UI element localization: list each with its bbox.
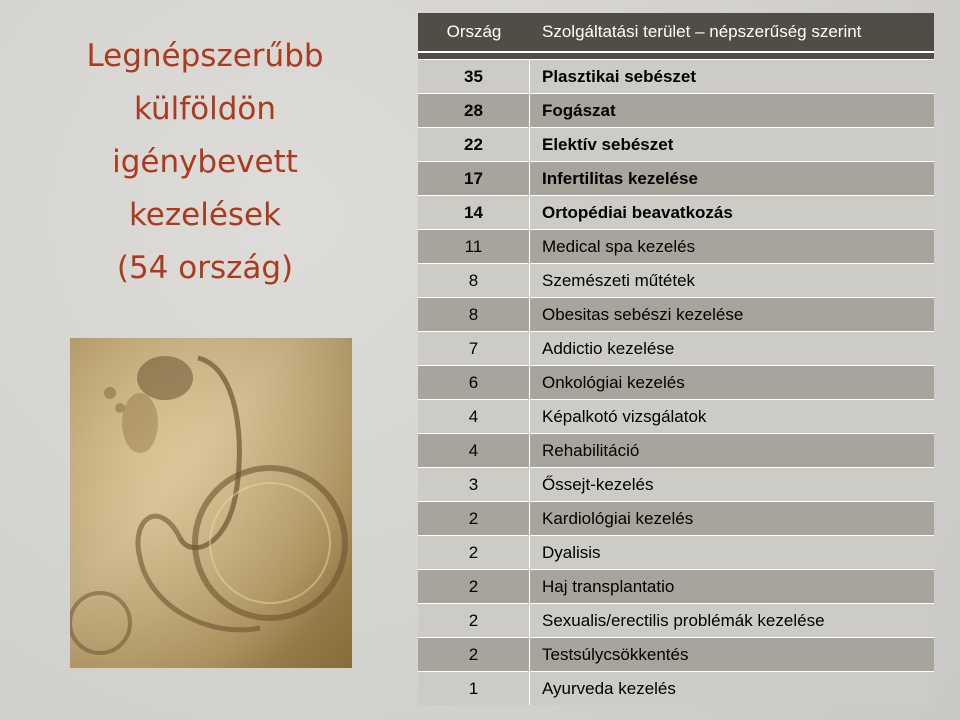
title-line: kezelések [128, 197, 282, 233]
service-name: Plasztikai sebészet [542, 67, 697, 86]
treatments-table [418, 13, 934, 703]
country-count: 2 [418, 604, 530, 637]
table-row [418, 433, 934, 467]
service-name: Kardiológiai kezelés [542, 509, 694, 528]
table-row [418, 93, 934, 127]
country-count: 8 [418, 264, 530, 297]
header-service: Szolgáltatási terület – népszerűség szerint [542, 22, 862, 41]
service-name: Testsúlycsökkentés [542, 645, 689, 664]
service-name: Rehabilitáció [542, 441, 640, 460]
table-row [418, 297, 934, 331]
title-line: Legnépszerűbb [86, 38, 324, 74]
table-row [418, 331, 934, 365]
country-count: 1 [418, 672, 530, 705]
service-name: Elektív sebészet [542, 135, 674, 154]
table-header [418, 13, 934, 53]
country-count: 17 [418, 162, 530, 195]
service-name: Ortopédiai beavatkozás [542, 203, 733, 222]
country-count: 3 [418, 468, 530, 501]
country-count: 14 [418, 196, 530, 229]
table-row [418, 127, 934, 161]
country-count: 2 [418, 570, 530, 603]
table-row [418, 671, 934, 705]
table-row [418, 161, 934, 195]
country-count: 2 [418, 502, 530, 535]
service-name: Fogászat [542, 101, 616, 120]
country-count: 4 [418, 400, 530, 433]
title-line: (54 ország) [116, 250, 294, 286]
table-row [418, 467, 934, 501]
table-row [418, 637, 934, 671]
service-name: Onkológiai kezelés [542, 373, 685, 392]
table-row [418, 263, 934, 297]
country-count: 2 [418, 536, 530, 569]
table-row [418, 229, 934, 263]
country-count: 22 [418, 128, 530, 161]
table-row [418, 59, 934, 93]
table-row [418, 603, 934, 637]
service-name: Dyalisis [542, 543, 601, 562]
service-name: Őssejt-kezelés [542, 475, 654, 494]
table-row [418, 365, 934, 399]
title-line: külföldön [133, 91, 277, 127]
service-name: Medical spa kezelés [542, 237, 696, 256]
service-name: Szemészeti műtétek [542, 271, 696, 290]
header-country: Ország [446, 22, 502, 41]
service-name: Haj transplantatio [542, 577, 675, 596]
country-count: 7 [418, 332, 530, 365]
country-count: 35 [418, 60, 530, 93]
service-name: Obesitas sebészi kezelése [542, 305, 744, 324]
country-count: 2 [418, 638, 530, 671]
slide-title [60, 30, 350, 295]
title-line: igénybevett [112, 144, 298, 180]
service-name: Ayurveda kezelés [542, 679, 676, 698]
stethoscope-in-sand-image [70, 338, 352, 668]
country-count: 28 [418, 94, 530, 127]
service-name: Infertilitas kezelése [542, 169, 698, 188]
service-name: Addictio kezelése [542, 339, 675, 358]
service-name: Képalkotó vizsgálatok [542, 407, 707, 426]
country-count: 4 [418, 434, 530, 467]
table-row [418, 399, 934, 433]
service-name: Sexualis/erectilis problémák kezelése [542, 611, 825, 630]
table-row [418, 535, 934, 569]
table-row [418, 501, 934, 535]
country-count: 6 [418, 366, 530, 399]
table-row [418, 195, 934, 229]
country-count: 11 [418, 230, 530, 263]
country-count: 8 [418, 298, 530, 331]
table-row [418, 569, 934, 603]
